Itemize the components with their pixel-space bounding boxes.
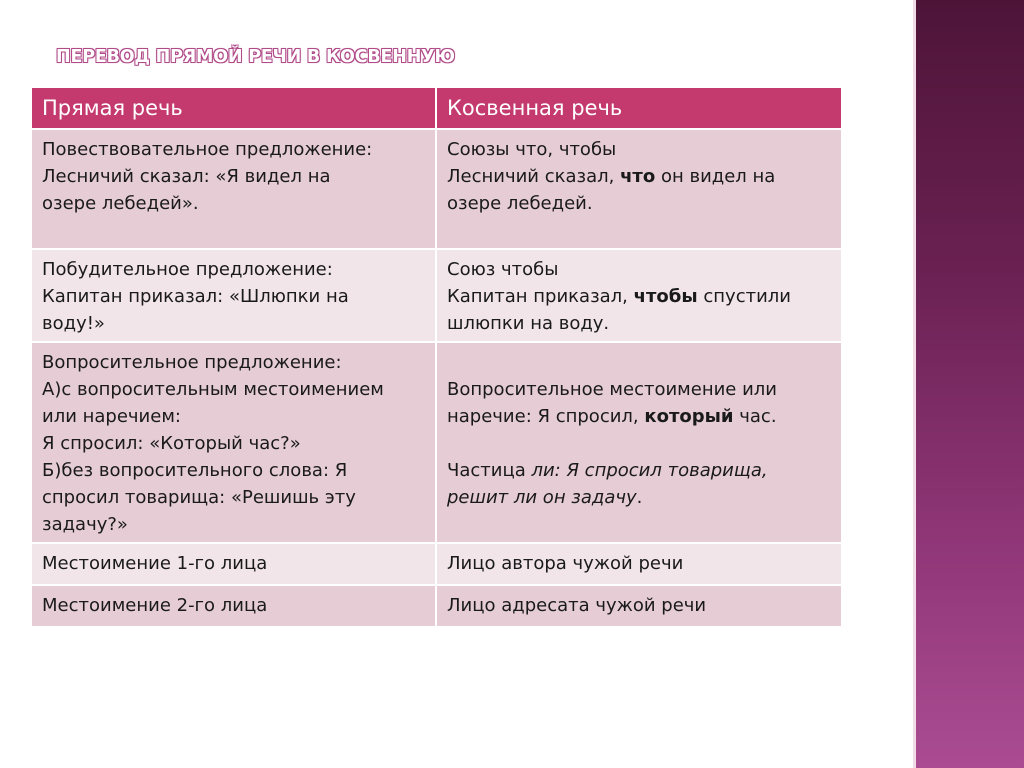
cell-line: Местоимение 1-го лица: [42, 553, 268, 574]
header-direct-speech: Прямая речь: [32, 88, 436, 129]
cell-line: Б)без вопросительного слова: Я: [42, 460, 348, 481]
cell-line: Лесничий сказал: «Я видел на: [42, 166, 331, 187]
direct-cell: [32, 543, 436, 585]
cell-line: Местоимение 2-го лица: [42, 595, 268, 616]
table-row: [32, 342, 842, 543]
cell-line: [447, 457, 831, 484]
cell-line: или наречием:: [42, 406, 181, 427]
cell-line: Побудительное предложение:: [42, 259, 333, 280]
cell-line: Вопросительное предложение:: [42, 352, 342, 373]
text-part: час.: [733, 406, 777, 427]
table-header-row: [32, 88, 842, 129]
direct-cell: [32, 249, 436, 342]
cell-line: спросил товарища: «Решишь эту: [42, 487, 356, 508]
bold-pronoun: который: [644, 406, 734, 427]
direct-cell: [32, 129, 436, 249]
cell-line: Лицо автора чужой речи: [447, 553, 684, 574]
italic-example: решит ли он задачу: [447, 487, 637, 508]
cell-line: Повествовательное предложение:: [42, 139, 373, 160]
text-part: спустили: [697, 286, 791, 307]
decorative-side-panel: [913, 0, 1024, 768]
cell-line: воду!»: [42, 313, 105, 334]
cell-line: Капитан приказал: «Шлюпки на: [42, 286, 349, 307]
text-part: .: [636, 487, 643, 508]
cell-line: задачу?»: [42, 514, 128, 535]
indirect-cell: [436, 585, 842, 627]
text-part: Лесничий сказал,: [447, 166, 621, 187]
cell-line: Лицо адресата чужой речи: [447, 595, 707, 616]
cell-line: озере лебедей.: [447, 193, 593, 214]
table-row: [32, 585, 842, 627]
text-part: наречие: Я спросил,: [447, 406, 645, 427]
indirect-cell: [436, 249, 842, 342]
header-indirect-speech: Косвенная речь: [436, 88, 842, 129]
cell-line: шлюпки на воду.: [447, 313, 610, 334]
table-row: [32, 543, 842, 585]
bold-conjunction: чтобы: [633, 286, 698, 307]
bold-conjunction: что: [620, 166, 656, 187]
indirect-cell: [436, 342, 842, 543]
table-row: [32, 129, 842, 249]
speech-table: [32, 88, 843, 628]
table-row: [32, 249, 842, 342]
cell-line: [447, 403, 831, 430]
cell-line: Я спросил: «Который час?»: [42, 433, 301, 454]
cell-line: Союзы что, чтобы: [447, 139, 617, 160]
text-part: он видел на: [655, 166, 776, 187]
cell-line: А)с вопросительным местоимением: [42, 379, 384, 400]
italic-example: ли: Я спросил товарища,: [531, 460, 768, 481]
cell-line: Союз чтобы: [447, 259, 559, 280]
spacer: [447, 430, 831, 457]
text-part: Капитан приказал,: [447, 286, 634, 307]
slide-title: ПЕРЕВОД ПРЯМОЙ РЕЧИ В КОСВЕННУЮ: [56, 47, 455, 67]
cell-line: [447, 163, 831, 190]
cell-line: [447, 283, 831, 310]
direct-cell: [32, 342, 436, 543]
indirect-cell: [436, 543, 842, 585]
cell-line: Вопросительное местоимение или: [447, 379, 777, 400]
cell-line: [447, 484, 831, 511]
indirect-cell: [436, 129, 842, 249]
cell-line: озере лебедей».: [42, 193, 199, 214]
text-part: Частица: [447, 460, 532, 481]
direct-cell: [32, 585, 436, 627]
